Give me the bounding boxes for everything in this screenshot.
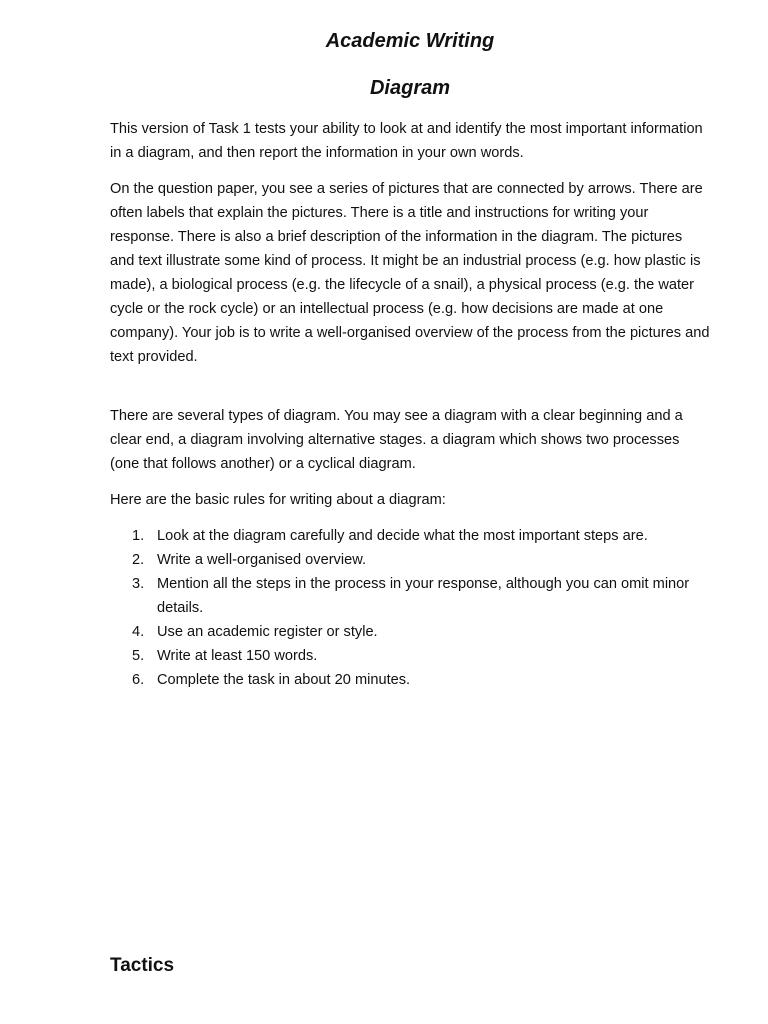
- section-heading-tactics: Tactics: [110, 955, 175, 976]
- list-item: [110, 548, 710, 572]
- document-title: Academic Writing: [325, 30, 495, 52]
- list-number: 4.: [132, 624, 145, 640]
- list-item: [110, 668, 710, 692]
- rules-list: [110, 524, 710, 692]
- list-number: 3.: [132, 576, 145, 592]
- list-item-text: Complete the task in about 20 minutes.: [157, 672, 411, 688]
- paragraph-diagram-types: There are several types of diagram. You may see a diagram with a clear beginning and a clear end, a diagram involving alternative stages. a diagram which shows two processes (one that follows another) or a cyclical diagram.: [110, 408, 683, 472]
- list-number: 2.: [132, 552, 145, 568]
- paragraph-rules-intro: Here are the basic rules for writing about a diagram:: [110, 492, 446, 508]
- list-item: [110, 572, 710, 620]
- list-number: 6.: [132, 672, 145, 688]
- document-subtitle: Diagram: [369, 77, 451, 99]
- list-item-text: Use an academic register or style.: [157, 624, 378, 640]
- list-item-text: Write a well-organised overview.: [157, 552, 366, 568]
- list-item: [110, 620, 710, 644]
- list-item: [110, 524, 710, 548]
- paragraph-intro: This version of Task 1 tests your ability to look at and identify the most important information in a diagram, and then report the information in your own words.: [110, 121, 703, 161]
- list-item-text: Mention all the steps in the process in your response, although you can omit minor details.: [157, 576, 690, 616]
- list-number: 1.: [132, 528, 145, 544]
- list-number: 5.: [132, 648, 145, 664]
- paragraph-question-paper: On the question paper, you see a series of pictures that are connected by arrows. There are often labels that explain the pictures. There is a title and instructions for writing your response. There is also a brief description of the information in the diagram. The pictures and text illustrate some kind of process. It might be an industrial process (e.g. how plastic is made), a biological process (e.g. the lifecycle of a snail), a physical process (e.g. the water cycle or the rock cycle) or an intellectual process (e.g. how decisions are made at one company). Your job is to write a well-organised overview of the process from the pictures and text provided.: [110, 181, 710, 365]
- list-item-text: Write at least 150 words.: [157, 648, 318, 664]
- list-item: [110, 644, 710, 668]
- list-item-text: Look at the diagram carefully and decide what the most important steps are.: [157, 528, 648, 544]
